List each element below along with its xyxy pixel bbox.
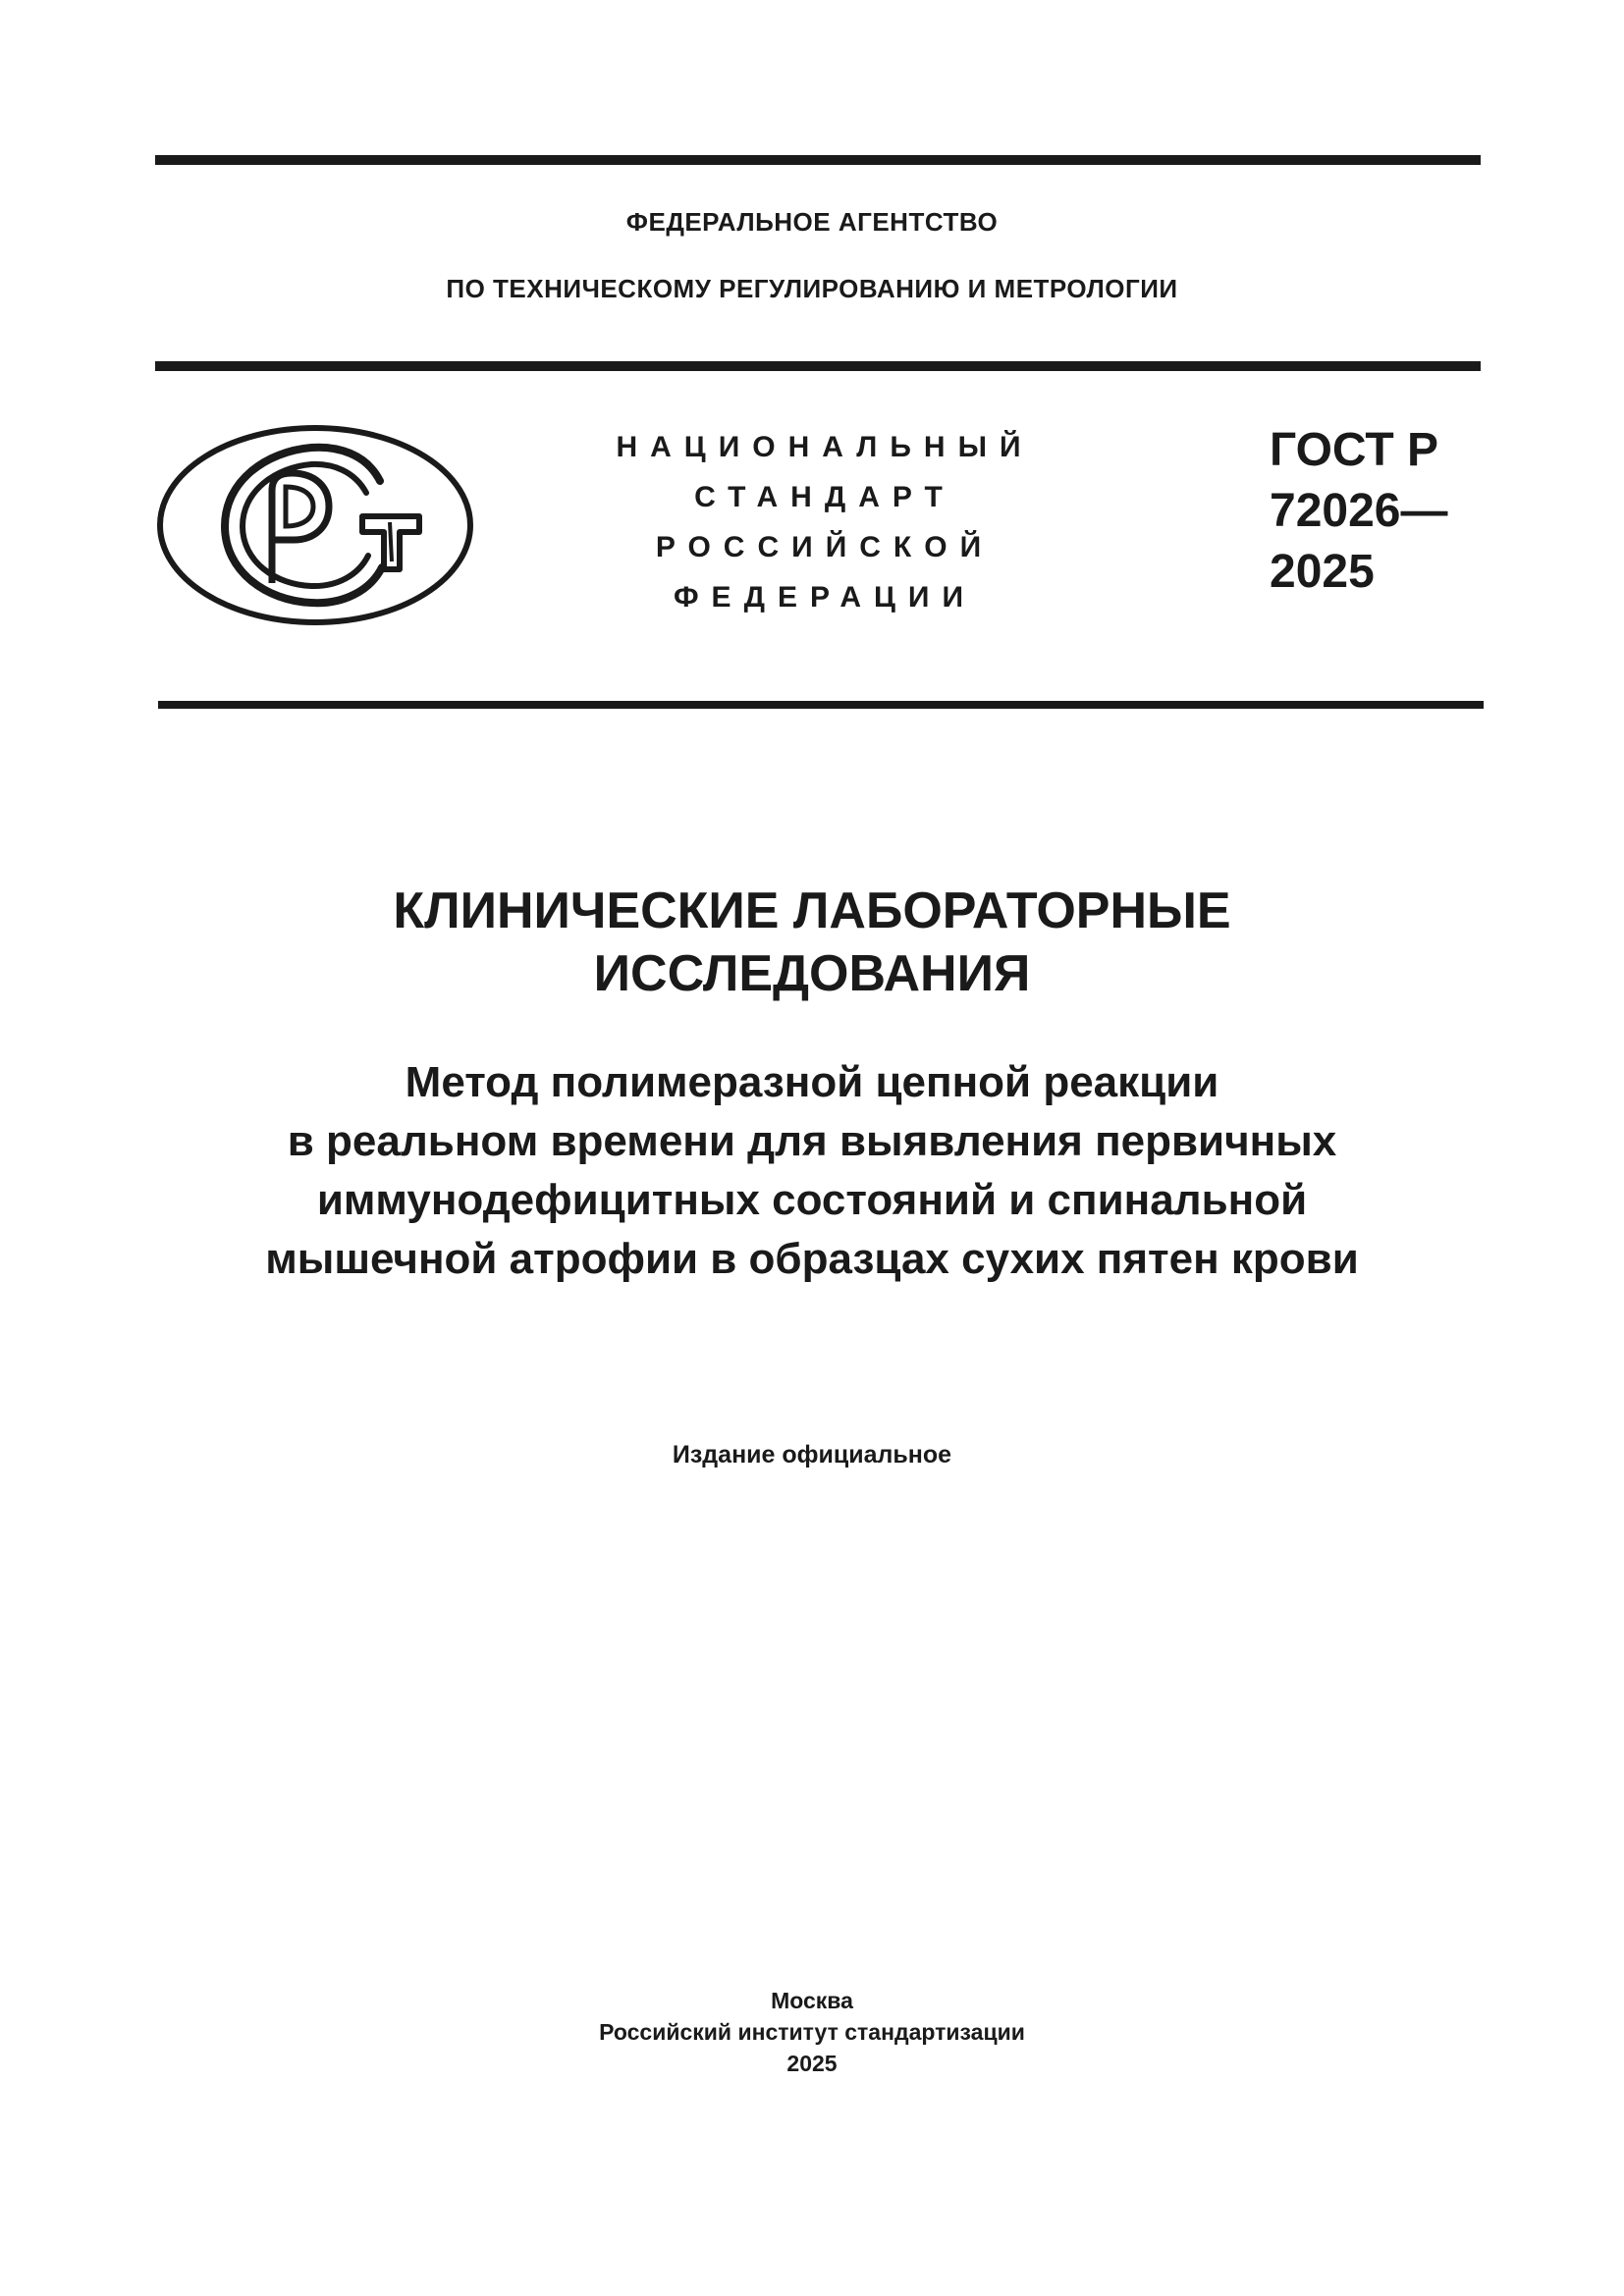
document-title bbox=[0, 880, 1624, 1005]
title-line: ИССЛЕДОВАНИЯ bbox=[593, 945, 1031, 1002]
designation-line: ГОСТ Р bbox=[1270, 424, 1439, 476]
document-subtitle bbox=[0, 1053, 1624, 1289]
standard-type-line: НАЦИОНАЛЬНЫЙ bbox=[616, 431, 1034, 463]
header-rule bbox=[155, 361, 1481, 371]
standard-type-block bbox=[589, 422, 1060, 622]
title-line: КЛИНИЧЕСКИЕ ЛАБОРАТОРНЫЕ bbox=[393, 882, 1231, 939]
publisher-imprint bbox=[0, 1985, 1624, 2079]
imprint-publisher: Российский институт стандартизации bbox=[599, 2019, 1025, 2045]
subtitle-line: в реальном времени для выявления первичных bbox=[287, 1117, 1337, 1165]
standard-type-line: ФЕДЕРАЦИИ bbox=[673, 581, 977, 614]
subtitle-line: Метод полимеразной цепной реакции bbox=[405, 1058, 1219, 1106]
standard-type-line: РОССИЙСКОЙ bbox=[655, 531, 995, 563]
section-rule bbox=[158, 701, 1484, 709]
pct-certification-mark-icon bbox=[156, 424, 474, 626]
edition-note: Издание официальное bbox=[672, 1441, 952, 1468]
subtitle-line: мышечной атрофии в образцах сухих пятен крови bbox=[265, 1235, 1359, 1283]
imprint-year: 2025 bbox=[786, 2051, 838, 2076]
designation-line: 2025 bbox=[1270, 546, 1375, 598]
subtitle-line: иммунодефицитных состояний и спинальной bbox=[316, 1176, 1308, 1224]
imprint-city: Москва bbox=[771, 1988, 853, 2013]
designation-line: 72026— bbox=[1270, 485, 1448, 537]
standard-type-line: СТАНДАРТ bbox=[694, 481, 955, 513]
agency-name-line-1: ФЕДЕРАЛЬНОЕ АГЕНТСТВО bbox=[625, 207, 999, 237]
agency-name-line-2: ПО ТЕХНИЧЕСКОМУ РЕГУЛИРОВАНИЮ И МЕТРОЛОГИИ bbox=[446, 274, 1178, 303]
standard-designation bbox=[1270, 420, 1447, 603]
top-rule bbox=[155, 155, 1481, 165]
